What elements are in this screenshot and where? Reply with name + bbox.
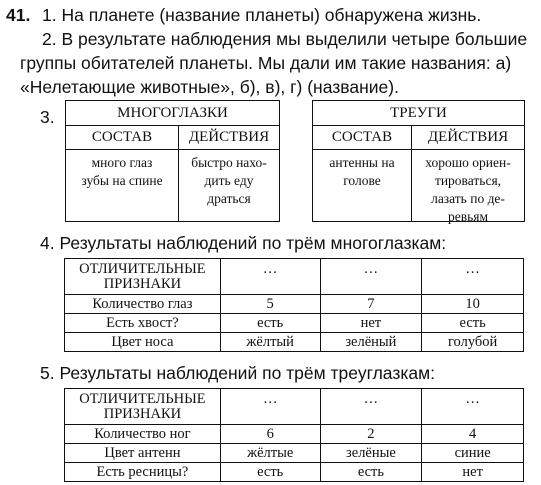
table-cell: зелёный [320,333,422,352]
table-cell: жёлтый [220,333,320,352]
header-line: ОТЛИЧИТЕЛЬНЫЕ [79,260,206,277]
box-left-col1-line: много глаз [91,155,153,170]
box-left-col2-header: ДЕЙСТВИЯ [179,125,279,150]
box-right-col2-line: хорошо ориен- [425,155,511,170]
table-column-header: … [422,389,524,425]
box-treugi [312,100,525,222]
row-label: Количество глаз [65,295,221,314]
item-2-text-2: группы обитателей планеты. Мы дали им такие названия: а) [20,53,512,73]
item-4-heading: 4. Результаты наблюдений по трём многоглазкам: [40,233,447,253]
table-cell: зелёные [320,444,422,463]
table-column-header: … [220,259,320,295]
table-row [65,444,524,463]
header-line: ОТЛИЧИТЕЛЬНЫЕ [79,390,206,407]
box-right-col1-line: антенны на [329,155,395,170]
box-left-col1-cell [66,150,178,221]
table-cell: голубой [422,333,524,352]
table-cell: нет [320,314,422,333]
box-right-col2-line: ревьям [447,209,489,224]
table-cell: 2 [320,425,422,444]
box-right-col2-cell [412,150,524,224]
row-label: Есть хвост? [65,314,221,333]
row-label: Есть ресницы? [65,463,221,482]
table-column-header: … [422,259,524,295]
header-line: ПРИЗНАКИ [103,405,182,422]
box-right-col2-header: ДЕЙСТВИЯ [412,125,524,150]
table-column-header: … [320,259,422,295]
box-right-title: ТРЕУГИ [313,101,524,126]
table-column-header: … [320,389,422,425]
table-row [65,425,524,444]
box-left-col1-line: зубы на спине [81,173,163,188]
table-row [65,333,524,352]
table-row [65,463,524,482]
table-column-header: … [220,389,320,425]
item-3-label: 3. [40,107,55,127]
box-left-col1-header: СОСТАВ [66,125,178,150]
table-cell: 7 [320,295,422,314]
table-header-row [65,389,524,425]
row-label: Цвет антенн [65,444,221,463]
table-cell: синие [422,444,524,463]
table-cell: есть [320,463,422,482]
header-line: ПРИЗНАКИ [103,275,182,292]
item-2-text-3: «Нелетающие животные», б), в), г) (название). [20,77,399,97]
table-row [65,314,524,333]
task-number: 41. [6,5,31,25]
table-cell: есть [422,314,524,333]
table-cell: жёлтые [220,444,320,463]
table-cell: 4 [422,425,524,444]
table-header-label [65,259,221,295]
table-treuglazki [64,388,524,482]
row-label: Количество ног [65,425,221,444]
box-right-col2-line: тироваться, [434,173,502,188]
box-mnogoglazki [65,100,280,222]
item-2-text-1: 2. В результате наблюдения мы выделили четыре большие [42,29,528,49]
box-left-title: МНОГОГЛАЗКИ [66,101,279,126]
box-right-col1-header: СОСТАВ [313,125,411,150]
box-right-col2-line: лазать по де- [431,191,505,206]
item-5-heading: 5. Результаты наблюдений по трём треуглазкам: [40,363,436,383]
box-right-col1-line: голове [343,173,381,188]
box-left-col2-line: драться [207,191,251,206]
table-header-label [65,389,221,425]
table-cell: есть [220,314,320,333]
item-1-text: 1. На планете (название планеты) обнаружена жизнь. [42,5,482,25]
table-cell: нет [422,463,524,482]
box-left-col2-cell [179,150,279,221]
table-mnogoglazki [64,258,524,352]
table-cell: есть [220,463,320,482]
box-left-col2-line: быстро нахо- [191,155,267,170]
box-right-col1-cell [313,150,411,221]
table-cell: 5 [220,295,320,314]
table-cell: 10 [422,295,524,314]
table-row [65,295,524,314]
row-label: Цвет носа [65,333,221,352]
table-cell: 6 [220,425,320,444]
table-header-row [65,259,524,295]
box-left-col2-line: дить еду [204,173,254,188]
